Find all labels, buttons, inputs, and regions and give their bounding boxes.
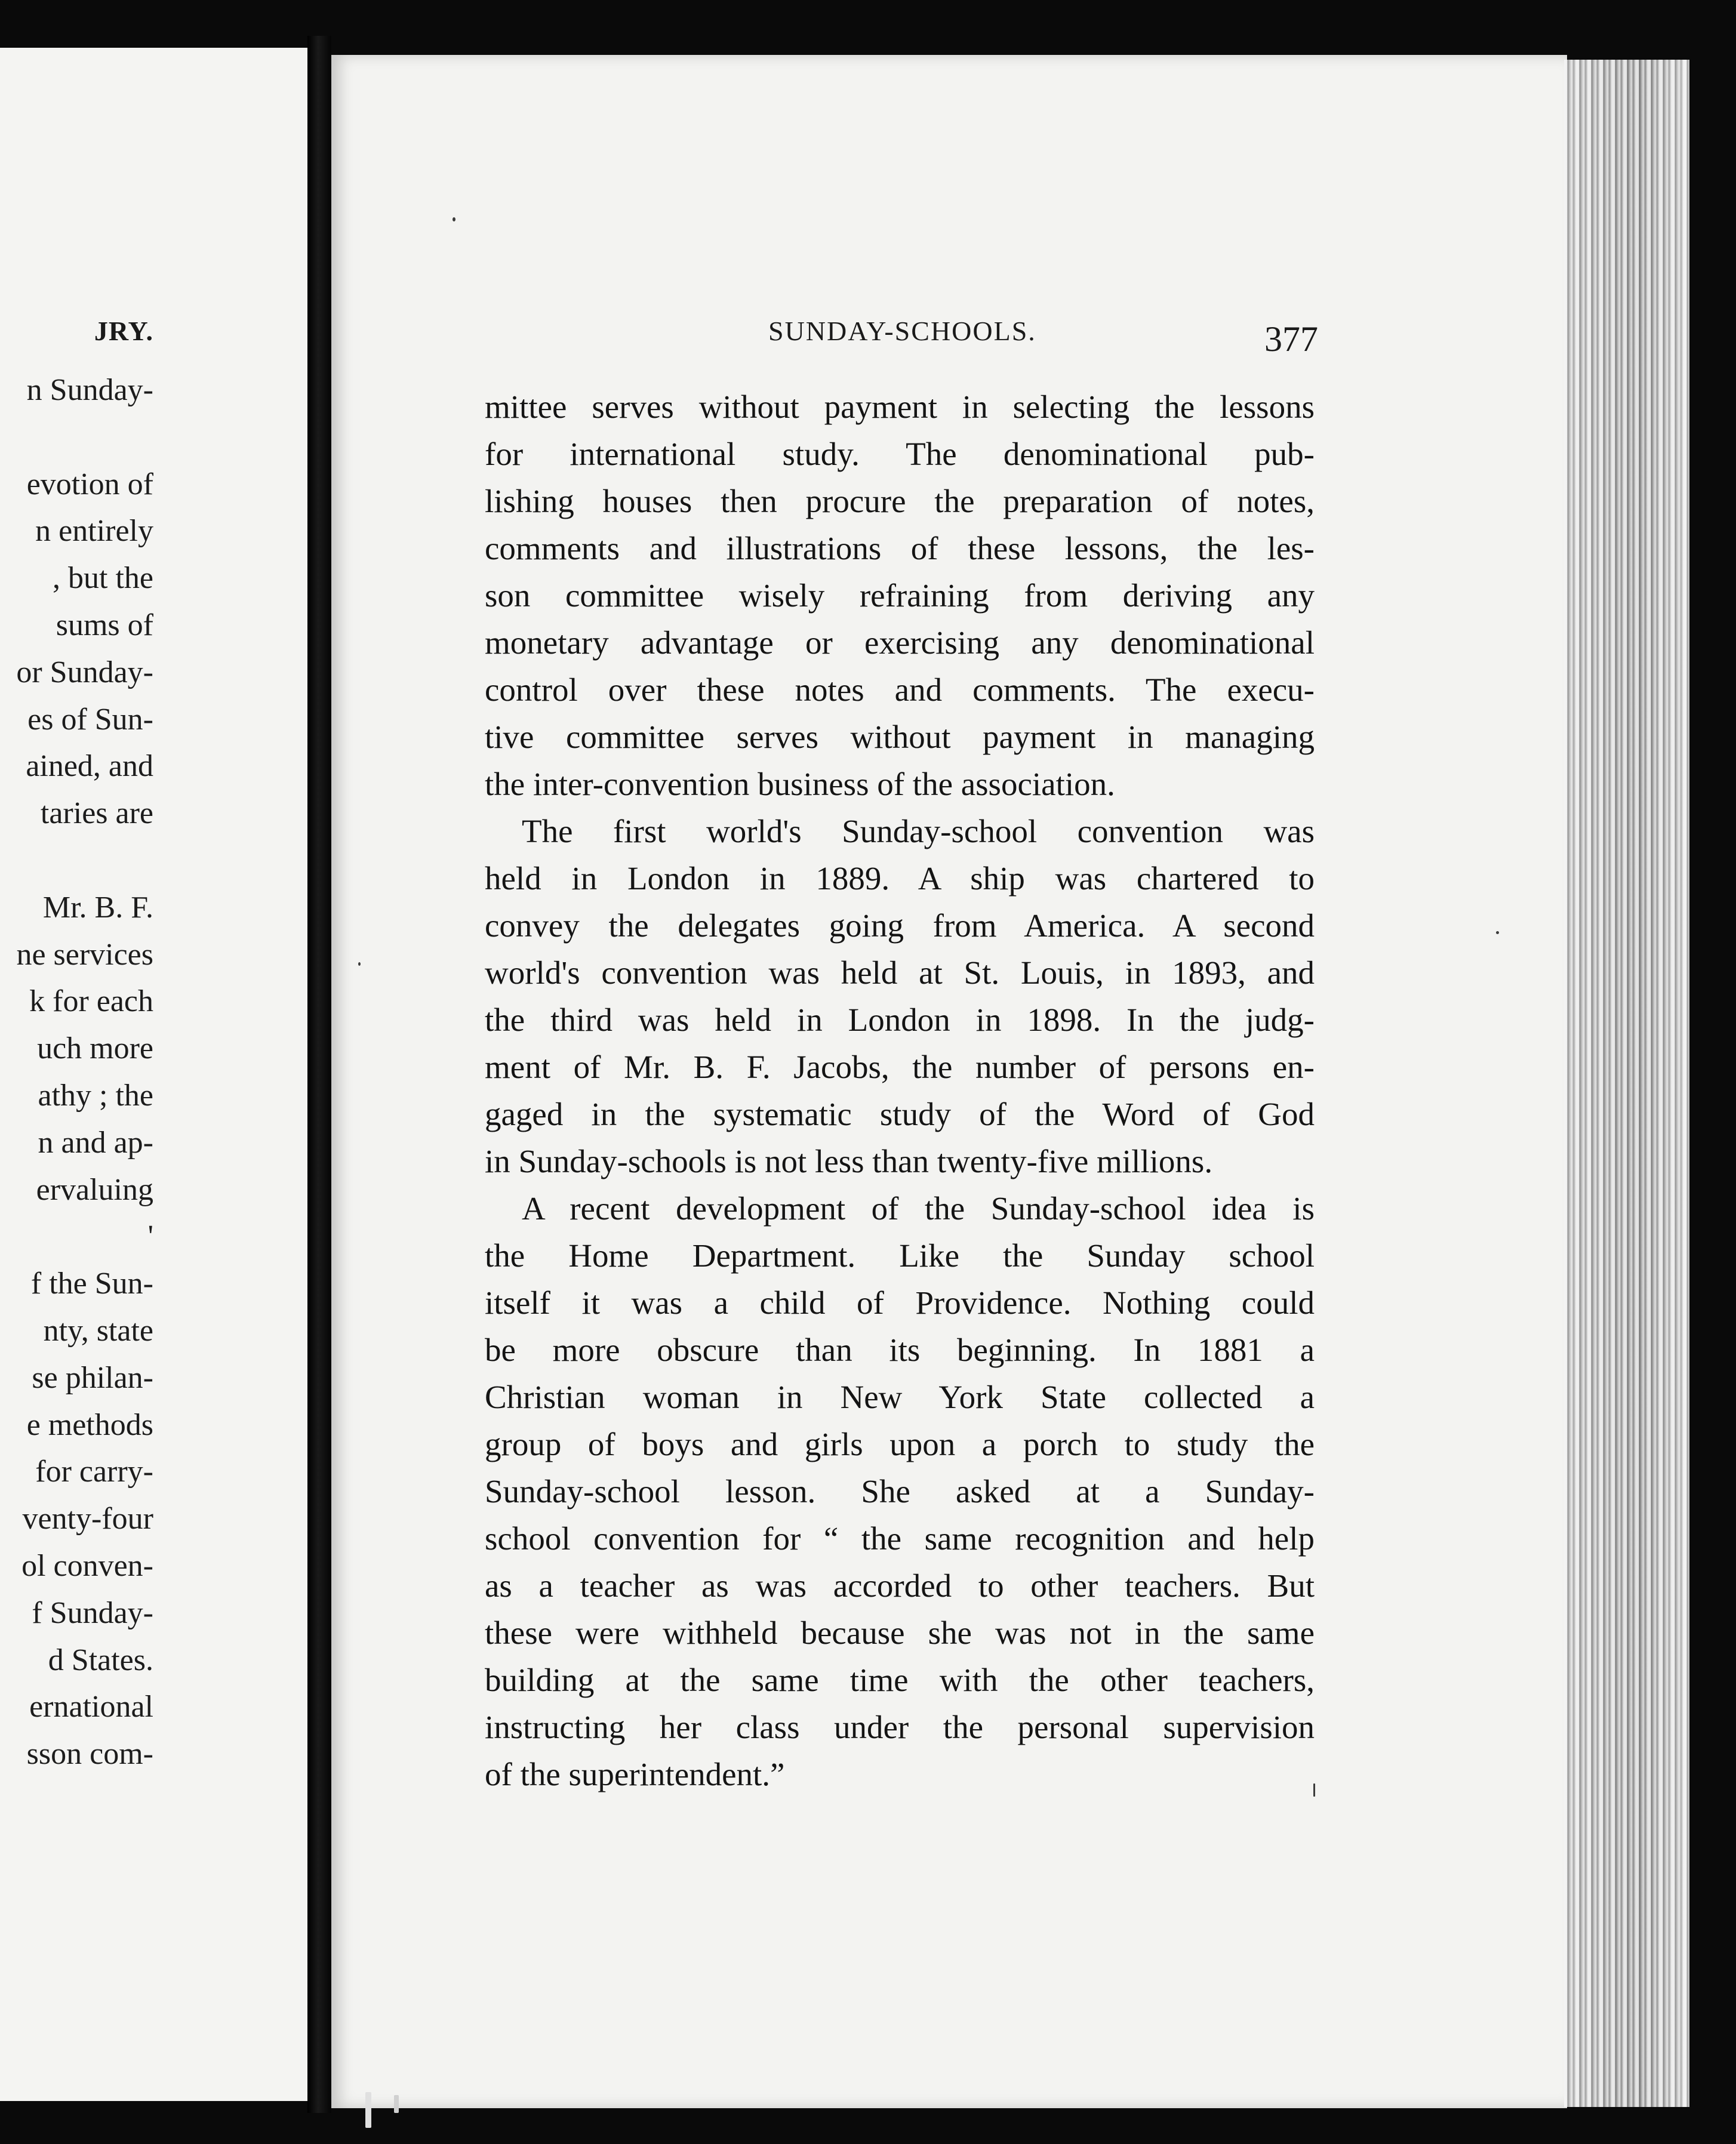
scan-speck bbox=[365, 2092, 371, 2128]
text-line: son committee wisely refraining from deriving any bbox=[485, 577, 1315, 614]
left-page-line: ained, and bbox=[26, 749, 153, 784]
text-line: mittee serves without payment in selecting the lessons bbox=[485, 389, 1315, 425]
text-line: gaged in the systematic study of the Word of God bbox=[485, 1096, 1315, 1132]
text-line: convey the delegates going from America. A second bbox=[485, 907, 1315, 944]
scan-speck bbox=[1313, 1783, 1315, 1797]
text-line: be more obscure than its beginning. In 1881 a bbox=[485, 1332, 1315, 1368]
left-page-line: evotion of bbox=[26, 467, 153, 501]
text-line: lishing houses then procure the preparation of notes, bbox=[485, 483, 1315, 519]
left-page-line: uch more bbox=[37, 1031, 153, 1066]
text-line: Sunday-school lesson. She asked at a Sunday- bbox=[485, 1473, 1315, 1510]
left-page-line: f Sunday- bbox=[32, 1595, 153, 1630]
text-line: school convention for “ the same recognition and help bbox=[485, 1520, 1315, 1557]
text-line: A recent development of the Sunday-school idea is bbox=[522, 1190, 1315, 1227]
binding-gutter bbox=[307, 36, 331, 2113]
left-page-line: es of Sun- bbox=[27, 702, 153, 737]
body-text bbox=[485, 383, 1315, 1798]
running-head: SUNDAY-SCHOOLS. bbox=[768, 316, 1036, 346]
text-line: group of boys and girls upon a porch to study the bbox=[485, 1426, 1315, 1462]
left-page-line: venty-four bbox=[22, 1502, 153, 1536]
text-line: monetary advantage or exercising any denominational bbox=[485, 624, 1315, 661]
text-line: instructing her class under the personal supervision bbox=[485, 1709, 1315, 1745]
text-line: comments and illustrations of these lessons, the les- bbox=[485, 530, 1315, 566]
left-page-line: e methods bbox=[26, 1407, 153, 1442]
left-page-line: Mr. B. F. bbox=[42, 890, 153, 925]
left-page-line: ernational bbox=[29, 1690, 153, 1724]
text-line: these were withheld because she was not in the same bbox=[485, 1615, 1315, 1651]
page-number: 377 bbox=[1264, 319, 1318, 359]
text-line: control over these notes and comments. The execu- bbox=[485, 671, 1315, 708]
text-line: the third was held in London in 1898. In the judg- bbox=[485, 1002, 1315, 1038]
text-line: of the superintendent.” bbox=[485, 1756, 785, 1792]
text-line: held in London in 1889. A ship was chartered to bbox=[485, 860, 1315, 897]
left-page-line: d States. bbox=[48, 1643, 153, 1677]
left-page-line: ervaluing bbox=[36, 1172, 153, 1207]
text-line: world's convention was held at St. Louis, in 1893, and bbox=[485, 954, 1315, 991]
text-line: ment of Mr. B. F. Jacobs, the number of persons en- bbox=[485, 1049, 1315, 1085]
scan-speck bbox=[394, 2095, 399, 2113]
left-page-line: n Sunday- bbox=[26, 373, 153, 407]
left-page-line: or Sunday- bbox=[16, 655, 153, 689]
text-line: for international study. The denominational pub- bbox=[485, 436, 1315, 472]
left-page-line: , but the bbox=[53, 561, 153, 596]
text-line: the inter-convention business of the association. bbox=[485, 766, 1115, 802]
left-facing-page bbox=[0, 48, 307, 2101]
scan-speck bbox=[358, 962, 361, 966]
left-page-line: athy ; the bbox=[38, 1079, 153, 1113]
left-page-line: sums of bbox=[56, 608, 153, 642]
left-page-line: nty, state bbox=[43, 1314, 153, 1348]
text-line: in Sunday-schools is not less than twenty-five millions. bbox=[485, 1143, 1213, 1179]
left-page-line: n and ap- bbox=[38, 1125, 153, 1160]
text-line: building at the same time with the other teachers, bbox=[485, 1662, 1315, 1698]
left-page-line: ol conven- bbox=[21, 1549, 153, 1583]
text-line: itself it was a child of Providence. Nothing could bbox=[485, 1284, 1315, 1321]
left-page-line: taries are bbox=[40, 796, 153, 831]
left-page-line: sson com- bbox=[26, 1737, 153, 1772]
text-line: Christian woman in New York State collected a bbox=[485, 1379, 1315, 1415]
page-fore-edge-shade bbox=[1564, 60, 1689, 2107]
left-page-line: k for each bbox=[29, 984, 153, 1019]
text-line: as a teacher as was accorded to other teachers. But bbox=[485, 1567, 1315, 1604]
text-line: the Home Department. Like the Sunday school bbox=[485, 1237, 1315, 1274]
scan-speck bbox=[1496, 931, 1499, 934]
left-running-head: JRY. bbox=[94, 316, 153, 346]
left-page-line: for carry- bbox=[35, 1455, 153, 1489]
text-line: tive committee serves without payment in managing bbox=[485, 719, 1315, 755]
left-page-line: ne services bbox=[16, 937, 153, 972]
scan-speck bbox=[453, 217, 455, 221]
left-page-line: n entirely bbox=[35, 514, 153, 549]
left-page-line: ' bbox=[147, 1219, 153, 1254]
text-line: The first world's Sunday-school convention was bbox=[522, 813, 1315, 849]
left-page-line: f the Sun- bbox=[30, 1267, 153, 1301]
left-page-line: se philan- bbox=[32, 1360, 153, 1395]
